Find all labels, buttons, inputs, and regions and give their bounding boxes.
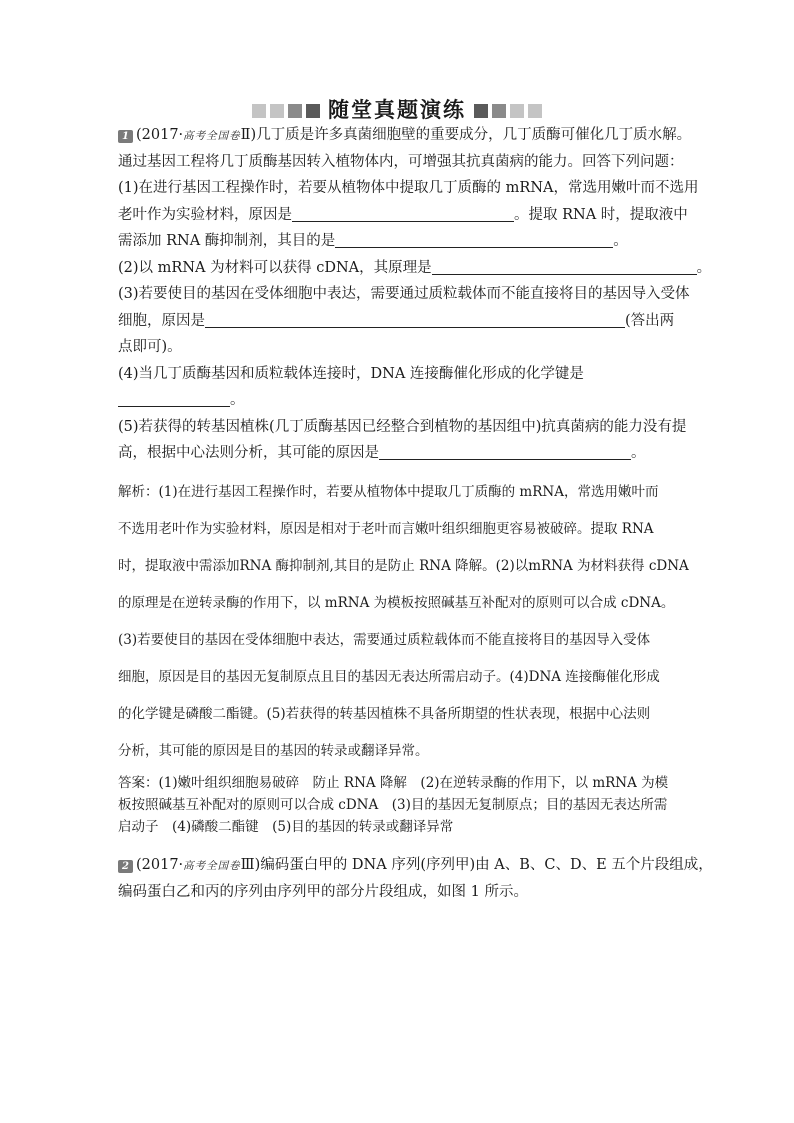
question-text: 。 — [631, 445, 646, 461]
question-line — [118, 228, 678, 255]
question-line: (1)在进行基因工程操作时，若要从植物体中提取几丁质酶的 mRNA，常选用嫩叶而不选用 — [118, 180, 699, 196]
question-number-badge: 2 — [118, 860, 133, 873]
question-line: 编码蛋白乙和丙的序列由序列甲的部分片段组成，如图 1 所示。 — [118, 883, 528, 900]
decor-square-icon — [510, 104, 524, 118]
analysis-line: 的化学键是磷酸二酯键。(5)若获得的转基因植株不具备所期望的性状表现，根据中心法则 — [118, 706, 651, 722]
question-line: 通过基因工程将几丁质酶基因转入植物体内，可增强其抗真菌病的能力。回答下列问题： — [118, 153, 684, 170]
question-line: 点即可)。 — [118, 339, 182, 355]
answer-blank[interactable] — [335, 231, 613, 248]
section-title: 随堂真题演练 — [328, 97, 466, 122]
decor-square-icon — [306, 104, 320, 118]
question-text: 几丁质是许多真菌细胞壁的重要成分，几丁质酶可催化几丁质水解。 — [256, 127, 692, 143]
question-text: 老叶作为实验材料，原因是 — [118, 206, 292, 223]
question-line: (5)若获得的转基因植株(几丁质酶基因已经整合到植物的基因组中)抗真菌病的能力没有提 — [118, 418, 687, 435]
question-text: 。 — [696, 259, 712, 276]
question-line — [118, 308, 678, 335]
answer-line: 答案：(1)嫩叶组织细胞易破碎 防止 RNA 降解 (2)在逆转录酶的作用下，以 mRNA 为模 — [118, 775, 669, 791]
section-header — [0, 96, 794, 124]
question-text: 。提取 RNA 时，提取液中 — [514, 206, 688, 223]
question-line — [118, 202, 688, 229]
question-line — [118, 255, 712, 282]
question-2 — [118, 852, 713, 905]
question-line — [118, 852, 713, 879]
answer-blank[interactable] — [292, 205, 514, 222]
question-line — [118, 440, 678, 467]
analysis-section — [118, 474, 689, 770]
analysis-line: 分析，其可能的原因是目的基因的转录或翻译异常。 — [118, 743, 429, 759]
question-text: (答出两 — [625, 312, 675, 329]
question-source: 高考全国卷 — [183, 860, 241, 872]
question-1 — [118, 122, 712, 467]
question-line — [118, 387, 678, 414]
decor-square-icon — [288, 104, 302, 118]
analysis-line: 解析：(1)在进行基因工程操作时，若要从植物体中提取几丁质酶的 mRNA，常选用嫩叶而 — [118, 484, 659, 500]
question-source: 高考全国卷 — [183, 130, 241, 142]
decor-square-icon — [474, 104, 488, 118]
analysis-line: 的原理是在逆转录酶的作用下，以 mRNA 为模板按照碱基互补配对的原则可以合成 cDNA。 — [118, 595, 675, 611]
answer-blank[interactable] — [118, 390, 230, 407]
answer-blank[interactable] — [432, 258, 697, 275]
analysis-line: 时，提取液中需添加RNA 酶抑制剂,其目的是防止 RNA 降解。(2)以mRNA 为材料获得 cDNA — [118, 558, 689, 574]
answer-line: 板按照碱基互补配对的原则可以合成 cDNA (3)目的基因无复制原点；目的基因无表达所需 — [118, 797, 668, 813]
question-text: 高，根据中心法则分析，其可能的原因是 — [118, 445, 379, 461]
analysis-line: 不选用老叶作为实验材料，原因是相对于老叶而言嫩叶组织细胞更容易被破碎。提取 RNA — [118, 521, 654, 537]
decor-square-icon — [528, 104, 542, 118]
question-text: 。 — [613, 233, 628, 249]
answer-blank[interactable] — [205, 311, 625, 328]
question-year: (2017· — [136, 127, 184, 143]
question-text: (2)以 mRNA 为材料可以获得 cDNA，其原理是 — [118, 259, 432, 276]
question-text: 细胞，原因是 — [118, 312, 205, 329]
question-number-badge: 1 — [118, 130, 133, 143]
question-source-tail: Ⅲ) — [240, 857, 261, 873]
answer-section — [118, 772, 678, 838]
question-line — [118, 122, 692, 149]
question-text: 编码蛋白甲的 DNA 序列(序列甲)由 A、B、C、D、E 五个片段组成， — [260, 857, 713, 873]
question-line: (3)若要使目的基因在受体细胞中表达，需要通过质粒载体而不能直接将目的基因导入受体 — [118, 286, 690, 302]
question-source-tail: Ⅱ) — [240, 127, 257, 143]
analysis-line: (3)若要使目的基因在受体细胞中表达，需要通过质粒载体而不能直接将目的基因导入受体 — [118, 632, 651, 648]
answer-line: 启动子 (4)磷酸二酯键 (5)目的基因的转录或翻译异常 — [118, 819, 454, 835]
question-text: 。 — [230, 392, 245, 408]
question-year: (2017· — [136, 857, 184, 873]
question-text: 需添加 RNA 酶抑制剂，其目的是 — [118, 233, 336, 249]
decor-square-icon — [492, 104, 506, 118]
decor-square-icon — [252, 104, 266, 118]
decor-square-icon — [270, 104, 284, 118]
question-line: (4)当几丁质酶基因和质粒载体连接时，DNA 连接酶催化形成的化学键是 — [118, 365, 584, 382]
analysis-line: 细胞，原因是目的基因无复制原点且目的基因无表达所需启动子。(4)DNA 连接酶催化形成 — [118, 669, 660, 685]
answer-blank[interactable] — [379, 443, 631, 460]
